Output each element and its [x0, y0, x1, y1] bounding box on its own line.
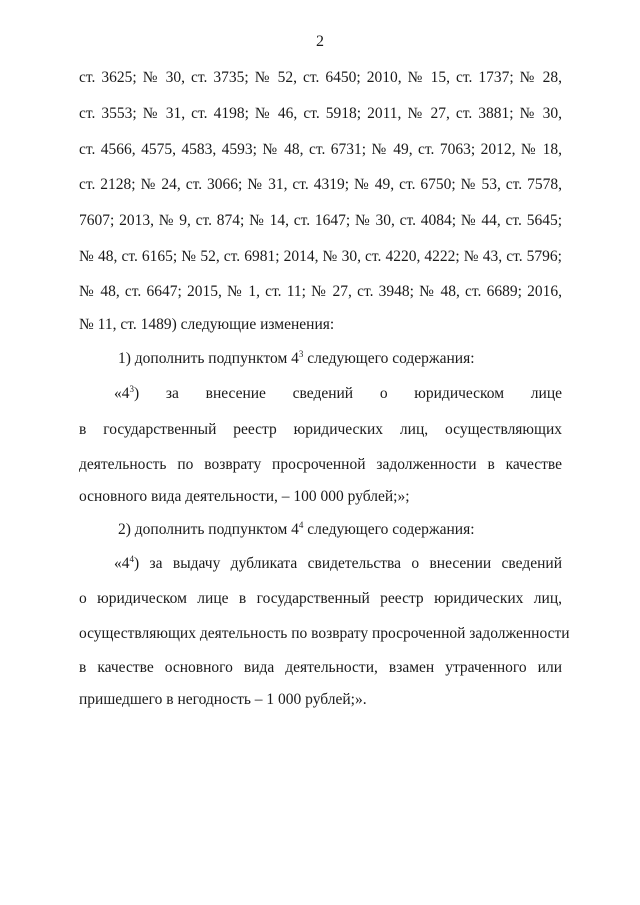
item2-intro-before: 2) дополнить подпунктом 4 [118, 521, 299, 538]
item1-quote-first-line [114, 385, 562, 403]
item1-line: в государственный реестр юридических лиц, осуществляющих [79, 421, 562, 438]
item2-line: пришедшего в негодность – 1 000 рублей;». [79, 691, 367, 708]
citation-line: ст. 3553; № 31, ст. 4198; № 46, ст. 5918; 2011, № 27, ст. 3881; № 30, [79, 105, 562, 122]
item1-quote-rest: ) за внесение сведений о юридическом лице [134, 385, 562, 402]
citation-line: ст. 3625; № 30, ст. 3735; № 52, ст. 6450; 2010, № 15, ст. 1737; № 28, [79, 69, 562, 86]
item1-line: деятельность по возврату просроченной задолженности в качестве [79, 456, 562, 473]
item1-quote-open: «4 [114, 385, 130, 402]
item2-quote-rest: ) за выдачу дубликата свидетельства о внесении сведений [134, 555, 562, 572]
citation-line: 7607; 2013, № 9, ст. 874; № 14, ст. 1647; № 30, ст. 4084; № 44, ст. 5645; [79, 212, 562, 229]
item2-quote-open: «4 [114, 555, 130, 572]
item2-line: в качестве основного вида деятельности, взамен утраченного или [79, 659, 562, 676]
item1-line: основного вида деятельности, – 100 000 рублей;»; [79, 488, 410, 505]
item2-intro [118, 521, 562, 539]
item1-intro [118, 350, 562, 368]
citation-line: ст. 2128; № 24, ст. 3066; № 31, ст. 4319; № 49, ст. 6750; № 53, ст. 7578, [79, 176, 562, 193]
item1-intro-sup: 3 [298, 349, 304, 359]
item2-line: осуществляющих деятельность по возврату просроченной задолженности [79, 625, 570, 642]
item2-quote-first-line [114, 555, 562, 573]
item1-quote-sup: 3 [129, 384, 134, 394]
citation-line: № 48, ст. 6165; № 52, ст. 6981; 2014, № 30, ст. 4220, 4222; № 43, ст. 5796; [79, 248, 562, 265]
item2-line: о юридическом лице в государственный реестр юридических лиц, [79, 590, 562, 607]
item2-intro-sup: 4 [298, 520, 304, 530]
citation-line: № 48, ст. 6647; 2015, № 1, ст. 11; № 27, ст. 3948; № 48, ст. 6689; 2016, [79, 283, 562, 300]
item1-intro-after: следующего содержания: [303, 350, 475, 367]
page-number: 2 [316, 33, 324, 50]
item1-intro-before: 1) дополнить подпунктом 4 [118, 350, 299, 367]
item2-intro-after: следующего содержания: [303, 521, 475, 538]
citation-line: ст. 4566, 4575, 4583, 4593; № 48, ст. 6731; № 49, ст. 7063; 2012, № 18, [79, 141, 562, 158]
item2-quote-sup: 4 [129, 554, 134, 564]
citation-line: № 11, ст. 1489) следующие изменения: [79, 316, 335, 333]
